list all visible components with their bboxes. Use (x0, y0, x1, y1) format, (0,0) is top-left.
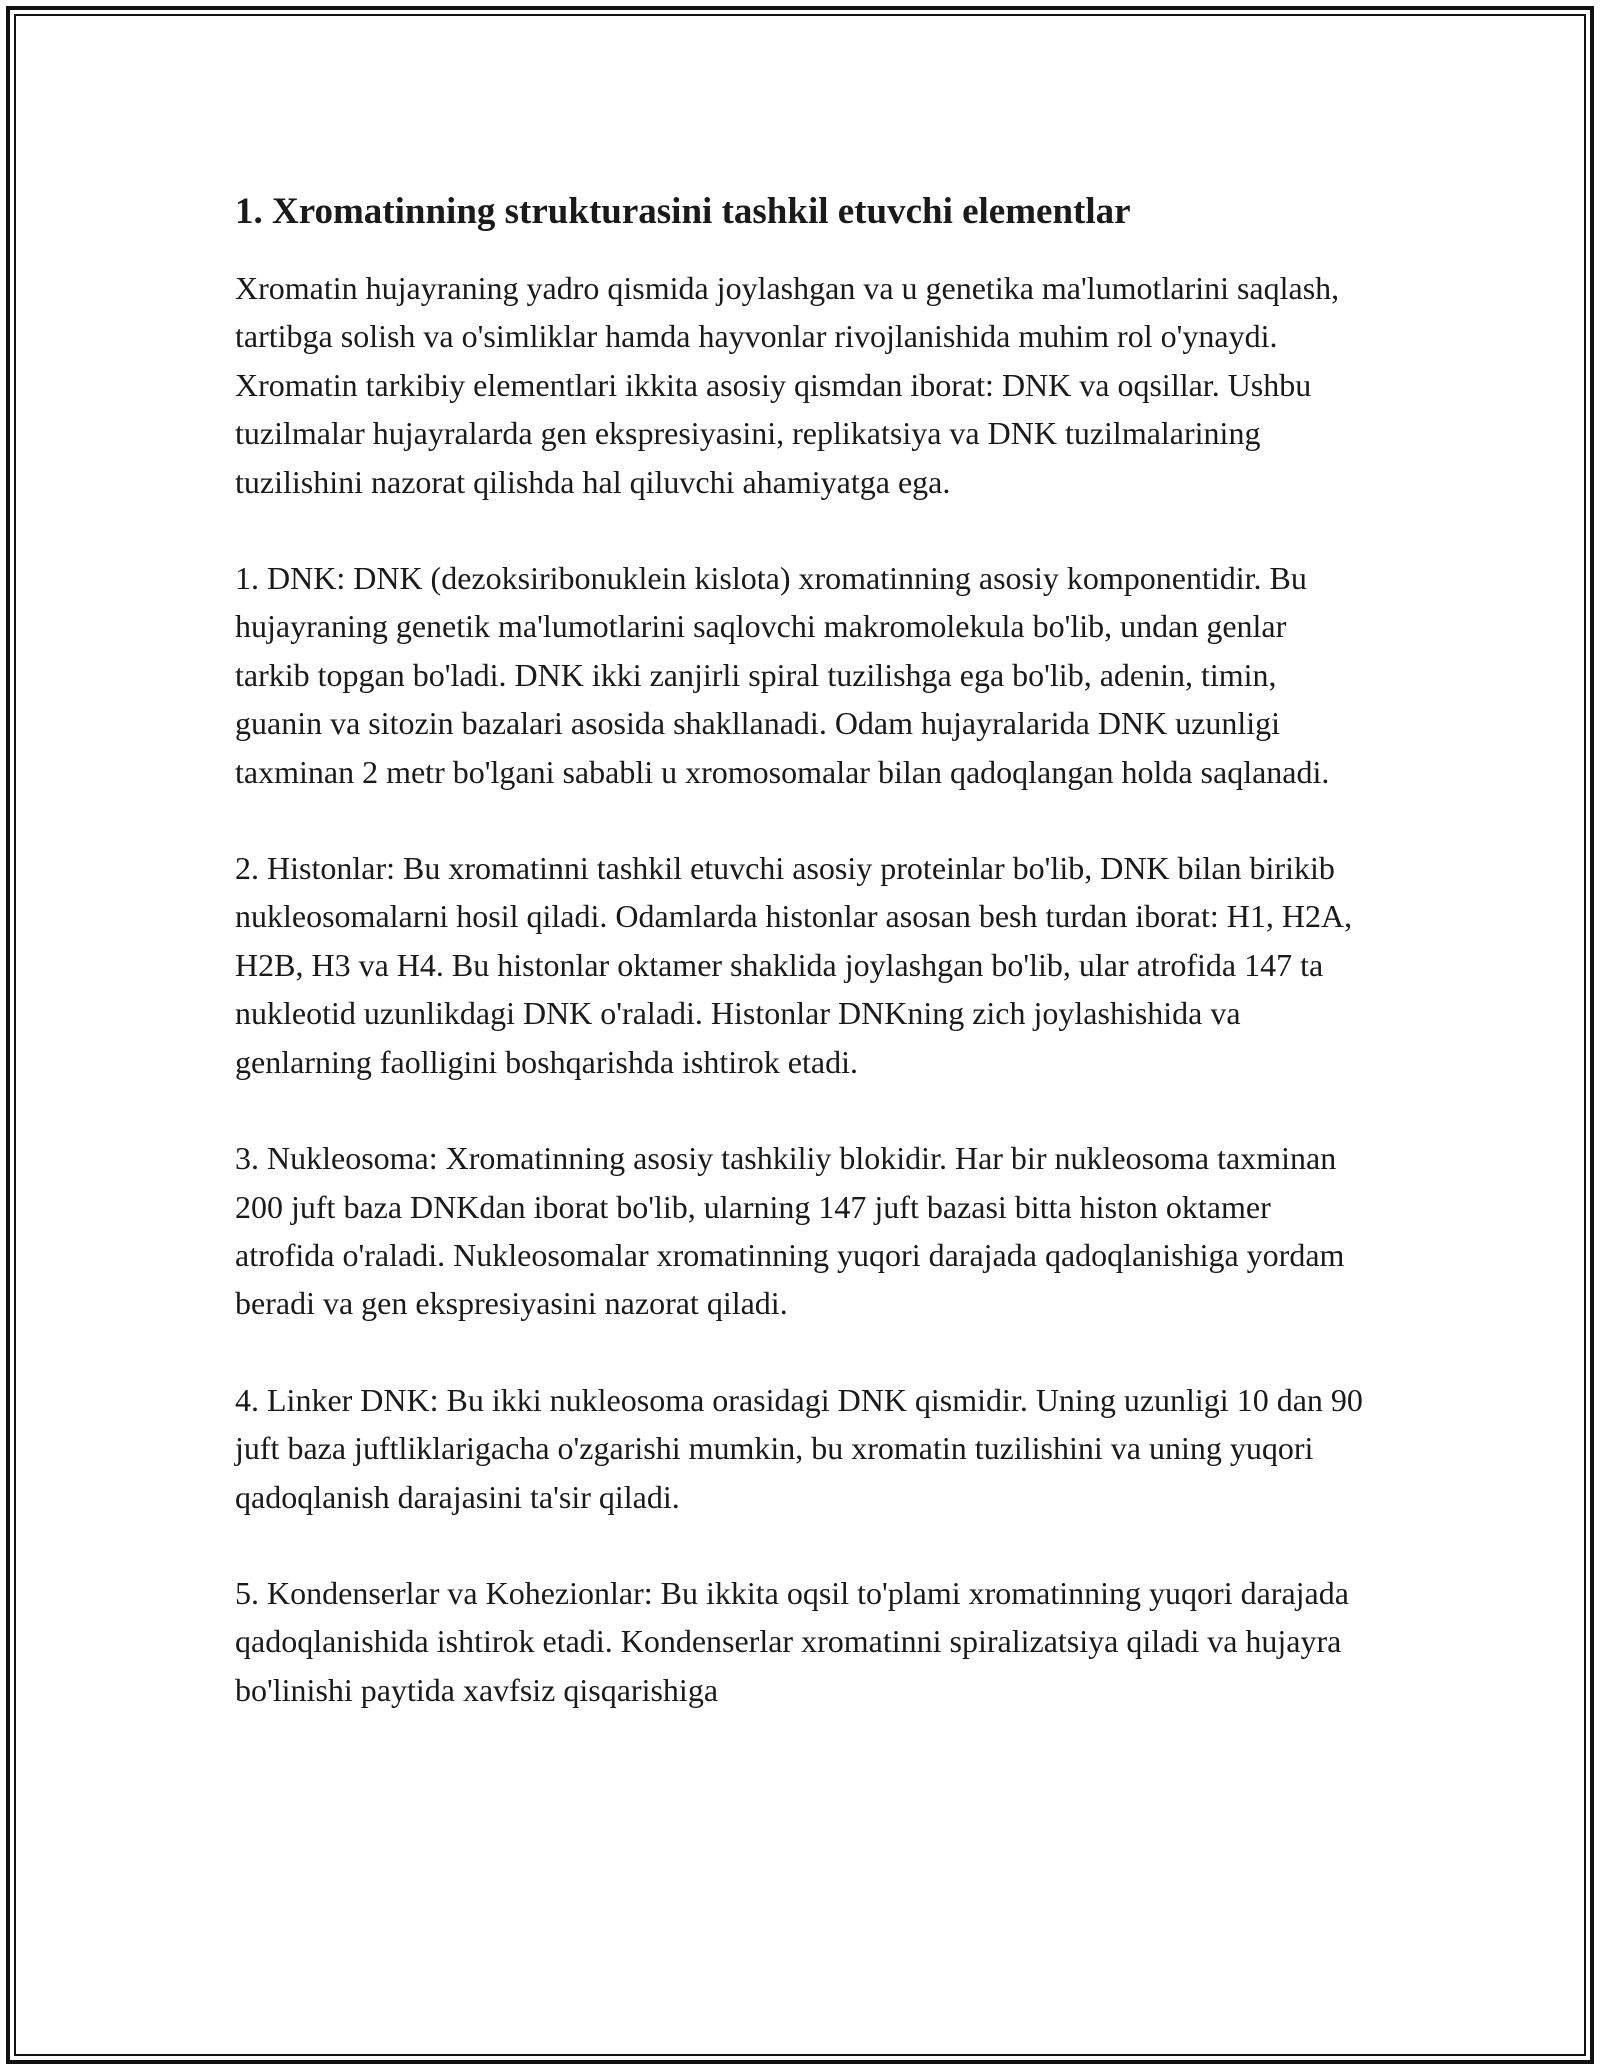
paragraph-histonlar: 2. Histonlar: Bu xromatinni tashkil etuvchi asosiy proteinlar bo'lib, DNK bilan birikib nukleosomalarni hosil qiladi. Odamlarda histonlar asosan besh turdan iborat: H1, H2A, H2B, H3 va H4. Bu histonlar oktamer shaklida joylashgan bo'lib, ular atrofida 147 ta nukleotid uzunlikdagi DNK o'raladi. Histonlar DNKning zich joylashishida va genlarning faolligini boshqarishda ishtirok etadi. (235, 850, 1353, 1080)
paragraph-linker-dnk: 4. Linker DNK: Bu ikki nukleosoma orasidagi DNK qismidir. Uning uzunligi 10 dan 90 juft baza juftliklarigacha o'zgarishi mumkin, bu xromatin tuzilishini va uning yuqori qadoqlanish darajasini ta'sir qiladi. (235, 1381, 1363, 1515)
section-heading: 1. Xromatinning strukturasini tashkil etuvchi elementlar (235, 191, 1131, 232)
document-body (235, 186, 1365, 1762)
intro-paragraph: Xromatin hujayraning yadro qismida joylashgan va u genetika ma'lumotlarini saqlash, tartibga solish va o'simliklar hamda hayvonlar rivojlanishida muhim rol o'ynaydi. Xromatin tarkibiy elementlari ikkita asosiy qismdan iborat: DNK va oqsillar. Ushbu tuzilmalar hujayralarda gen ekspresiyasini, replikatsiya va DNK tuzilmalarining tuzilishini nazorat qilishda hal qiluvchi ahamiyatga ega. (235, 270, 1340, 500)
paragraph-nukleosoma: 3. Nukleosoma: Xromatinning asosiy tashkiliy blokidir. Har bir nukleosoma taxminan 200 juft baza DNKdan iborat bo'lib, ularning 147 juft bazasi bitta histon oktamer atrofida o'raladi. Nukleosomalar xromatinning yuqori darajada qadoqlanishiga yordam beradi va gen ekspresiyasini nazorat qiladi. (235, 1140, 1345, 1322)
paragraph-kondenserlar: 5. Kondenserlar va Kohezionlar: Bu ikkita oqsil to'plami xromatinning yuqori darajada qadoqlanishida ishtirok etadi. Kondenserlar xromatinni spiralizatsiya qiladi va hujayra bo'linishi paytida xavfsiz qisqarishiga (235, 1574, 1349, 1708)
paragraph-dnk: 1. DNK: DNK (dezoksiribonuklein kislota) xromatinning asosiy komponentidir. Bu hujayraning genetik ma'lumotlarini saqlovchi makromolekula bo'lib, undan genlar tarkib topgan bo'ladi. DNK ikki zanjirli spiral tuzilishga ega bo'lib, adenin, timin, guanin va sitozin bazalari asosida shakllanadi. Odam hujayralarida DNK uzunligi taxminan 2 metr bo'lgani sababli u xromosomalar bilan qadoqlangan holda saqlanadi. (235, 560, 1330, 790)
